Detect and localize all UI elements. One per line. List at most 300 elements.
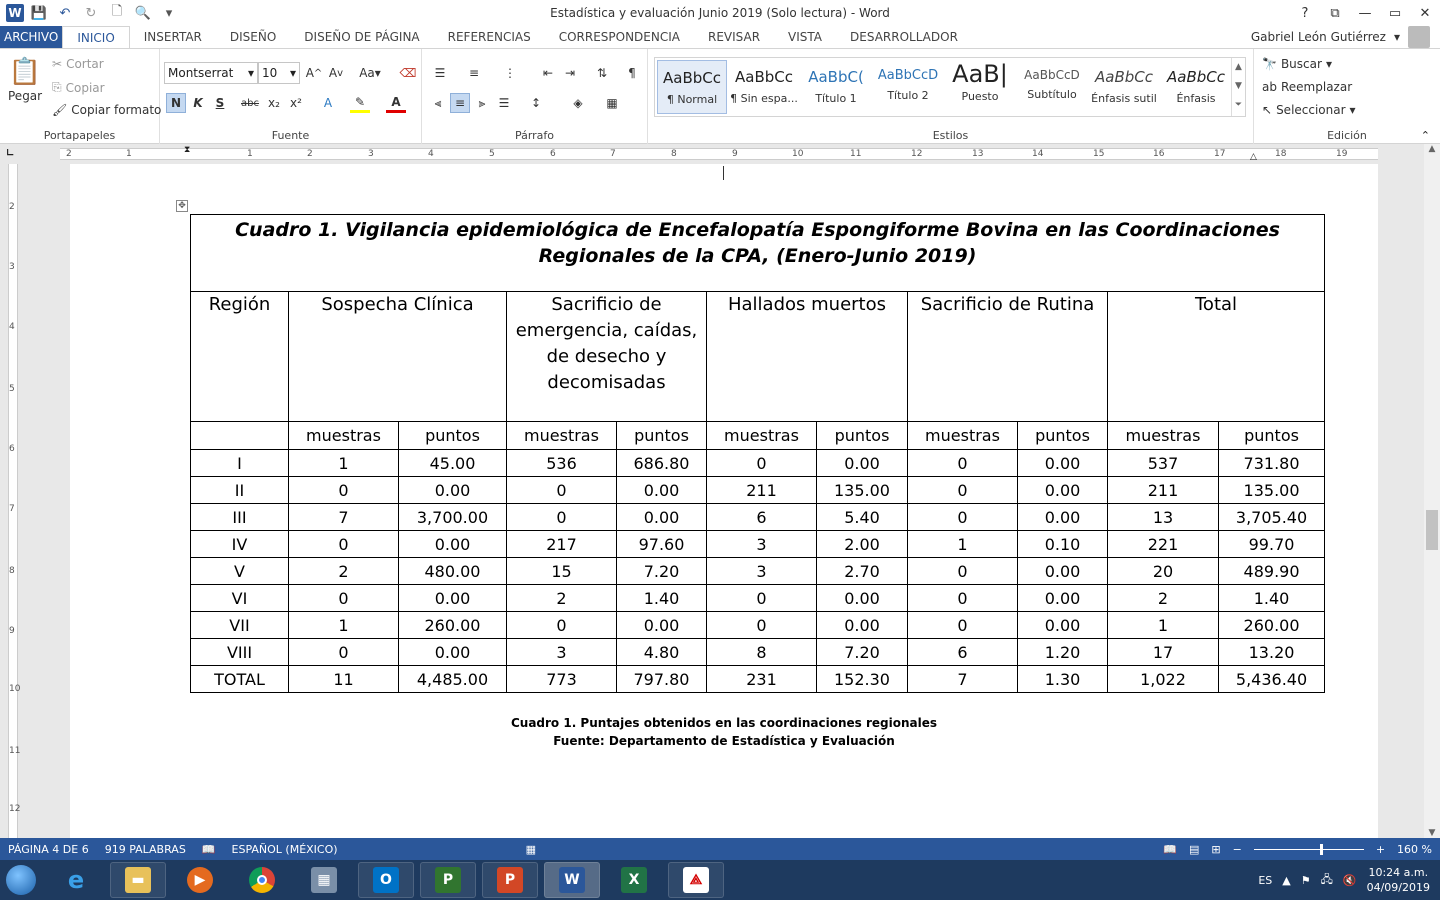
ruler-mark: 9 <box>9 626 15 636</box>
word-app-icon[interactable]: W <box>6 4 24 22</box>
restore-button[interactable]: ▭ <box>1388 5 1402 21</box>
value-cell: 2.70 <box>817 558 908 585</box>
value-cell: 0.00 <box>817 450 908 477</box>
superscript-button[interactable]: x² <box>290 96 302 110</box>
value-cell: 0.00 <box>399 585 507 612</box>
value-cell: 1 <box>1108 612 1219 639</box>
value-cell: 1.30 <box>1018 666 1108 693</box>
text-effects-icon[interactable]: A <box>323 96 333 110</box>
subheader-cell: puntos <box>817 422 908 450</box>
ruler-mark: 3 <box>9 262 15 272</box>
word-icon: W <box>559 867 585 893</box>
tab-insertar[interactable]: INSERTAR <box>143 30 202 44</box>
value-cell: 3 <box>507 639 617 666</box>
brush-icon: 🖌 <box>52 103 68 117</box>
clipboard-icon: 📋 <box>8 57 42 87</box>
highlight-icon[interactable]: ✎ <box>350 93 370 113</box>
show-hidden-icons-icon[interactable]: ▲ <box>1282 873 1291 887</box>
region-cell: VI <box>191 585 289 612</box>
binoculars-icon: 🔭 <box>1262 57 1277 71</box>
document-page[interactable] <box>70 164 1378 838</box>
ruler-mark: 1 <box>126 149 132 159</box>
value-cell: 0.00 <box>1018 558 1108 585</box>
subheader-cell: puntos <box>617 422 707 450</box>
media-player-icon: ▶ <box>187 867 213 893</box>
style-heading-1[interactable]: AaBbC( Título 1 <box>808 68 864 105</box>
acrobat-icon: ⟁ <box>683 867 709 893</box>
grow-font-icon[interactable]: A ^ <box>305 66 323 80</box>
value-cell: 0.00 <box>1018 585 1108 612</box>
powerpoint-app[interactable] <box>482 862 538 898</box>
value-cell: 773 <box>507 666 617 693</box>
undo-icon[interactable]: ↶ <box>59 5 71 21</box>
value-cell: 0.00 <box>817 585 908 612</box>
taskbar <box>0 860 1440 900</box>
value-cell: 0.00 <box>1018 612 1108 639</box>
chevron-down-icon: ▾ <box>289 66 296 80</box>
header-routine-slaughter: Sacrificio de Rutina <box>908 292 1108 422</box>
value-cell: 7.20 <box>617 558 707 585</box>
table-row <box>191 558 1325 585</box>
subheader-cell: muestras <box>707 422 817 450</box>
value-cell: 1,022 <box>1108 666 1219 693</box>
quick-access-toolbar <box>0 3 180 23</box>
table-caption: Cuadro 1. Puntajes obtenidos en las coordinaciones regionales <box>510 716 938 730</box>
multilevel-list-icon[interactable]: ⋮ <box>504 66 516 80</box>
align-right-icon[interactable]: ⫸ <box>478 95 486 110</box>
style-normal[interactable]: AaBbCc ¶ Normal <box>657 60 727 114</box>
ruler-mark: 13 <box>972 149 984 159</box>
clock[interactable] <box>1367 865 1430 895</box>
macro-icon[interactable]: ▦ <box>525 842 536 856</box>
ruler-strip <box>60 145 1378 162</box>
borders-icon[interactable]: ▦ <box>606 96 618 110</box>
value-cell: 231 <box>707 666 817 693</box>
find-button[interactable]: 🔭 Buscar ▾ <box>1262 57 1332 71</box>
value-cell: 2 <box>289 558 399 585</box>
zoom-in-icon[interactable]: + <box>1375 842 1386 856</box>
strikethrough-button[interactable]: abc <box>241 97 259 109</box>
scroll-down-icon[interactable]: ▼ <box>1428 828 1436 838</box>
value-cell: 0 <box>908 450 1018 477</box>
value-cell: 536 <box>507 450 617 477</box>
scissors-icon: ✂ <box>52 57 63 71</box>
calculator-icon: ▦ <box>311 867 337 893</box>
region-cell: VII <box>191 612 289 639</box>
value-cell: 211 <box>1108 477 1219 504</box>
ruler-mark: 6 <box>550 149 556 159</box>
ruler-mark: 12 <box>9 804 21 814</box>
internet-explorer-icon: e <box>67 866 85 894</box>
table-row <box>191 585 1325 612</box>
tab-archivo[interactable]: ARCHIVO <box>0 26 62 48</box>
ruler-mark: 10 <box>9 684 21 694</box>
value-cell: 3,705.40 <box>1219 504 1325 531</box>
region-cell: I <box>191 450 289 477</box>
region-cell: TOTAL <box>191 666 289 693</box>
value-cell: 0.00 <box>1018 504 1108 531</box>
subheader-row <box>191 422 1325 450</box>
value-cell: 7 <box>908 666 1018 693</box>
value-cell: 13.20 <box>1219 639 1325 666</box>
acrobat-app[interactable] <box>668 862 724 898</box>
epidemiology-table[interactable] <box>190 214 1325 693</box>
style-subtitle[interactable]: AaBbCcD Subtítulo <box>1024 68 1080 101</box>
ruler-mark: 8 <box>9 566 15 576</box>
value-cell: 17 <box>1108 639 1219 666</box>
value-cell: 480.00 <box>399 558 507 585</box>
web-layout-icon[interactable]: ⊞ <box>1211 842 1221 856</box>
subscript-button[interactable]: x₂ <box>268 96 280 110</box>
paste-button[interactable]: 📋 Pegar <box>8 57 43 103</box>
value-cell: 2 <box>1108 585 1219 612</box>
window-title: Estadística y evaluación Junio 2019 (Solo lectura) - Word <box>550 6 890 20</box>
project-icon: P <box>435 867 461 893</box>
ruler-mark: 7 <box>610 149 616 159</box>
paragraph-group-label: Párrafo <box>514 129 555 142</box>
vertical-ruler <box>0 164 22 838</box>
ruler-mark: 7 <box>9 504 15 514</box>
change-case-button[interactable]: Aa ▾ <box>359 66 381 80</box>
value-cell: 0 <box>908 504 1018 531</box>
header-total: Total <box>1108 292 1325 422</box>
flag-icon[interactable]: ⚑ <box>1300 873 1311 887</box>
value-cell: 0.00 <box>617 504 707 531</box>
value-cell: 0 <box>908 558 1018 585</box>
value-cell: 152.30 <box>817 666 908 693</box>
value-cell: 0.00 <box>399 531 507 558</box>
value-cell: 1.40 <box>617 585 707 612</box>
value-cell: 1 <box>908 531 1018 558</box>
table-row <box>191 450 1325 477</box>
font-family-select[interactable]: Montserrat ▾ <box>164 62 258 84</box>
table-row <box>191 504 1325 531</box>
ruler-mark: 4 <box>9 322 15 332</box>
italic-button[interactable]: K <box>193 96 203 110</box>
region-cell: VIII <box>191 639 289 666</box>
table-row <box>191 531 1325 558</box>
ruler-mark: 11 <box>9 746 21 756</box>
value-cell: 99.70 <box>1219 531 1325 558</box>
indent-marker-icon[interactable]: ⧗ <box>184 145 191 155</box>
value-cell: 0.00 <box>399 477 507 504</box>
value-cell: 0 <box>289 639 399 666</box>
word-count[interactable]: 919 PALABRAS <box>104 842 186 856</box>
redo-icon[interactable]: ↻ <box>85 5 97 21</box>
collapse-ribbon-icon[interactable]: ⌃ <box>1420 129 1430 142</box>
excel-app[interactable] <box>606 862 662 898</box>
right-indent-marker-icon[interactable]: △ <box>1250 152 1257 162</box>
value-cell: 217 <box>507 531 617 558</box>
ruler-mark: 10 <box>792 149 804 159</box>
ruler-mark: 17 <box>1214 149 1226 159</box>
folder-icon: ▬ <box>125 867 151 893</box>
align-center-icon[interactable]: ≡ <box>450 93 470 113</box>
outlook-icon: O <box>373 867 399 893</box>
start-button[interactable] <box>0 860 42 900</box>
clear-format-icon[interactable]: ⌫ <box>399 66 417 80</box>
value-cell: 797.80 <box>617 666 707 693</box>
windows-logo-icon <box>6 865 36 895</box>
value-cell: 13 <box>1108 504 1219 531</box>
ruler-mark: 11 <box>850 149 862 159</box>
value-cell: 1 <box>289 450 399 477</box>
view-controls <box>1163 838 1432 860</box>
value-cell: 0.00 <box>617 477 707 504</box>
save-icon[interactable]: 💾 <box>30 5 48 21</box>
help-button[interactable]: ? <box>1301 5 1309 21</box>
volume-icon[interactable]: 🔇 <box>1342 873 1357 887</box>
copy-icon: ⎘ <box>52 80 62 94</box>
select-button[interactable]: ↖ Seleccionar ▾ <box>1262 103 1356 117</box>
value-cell: 0.00 <box>1018 477 1108 504</box>
ruler-mark: 5 <box>489 149 495 159</box>
style-title[interactable]: AaB| Puesto <box>952 60 1008 103</box>
tab-vista[interactable]: VISTA <box>788 30 823 44</box>
styles-scroll[interactable]: ▲ ▼ ⏷ <box>1231 58 1245 116</box>
value-cell: 0 <box>707 585 817 612</box>
calculator-app[interactable] <box>296 862 352 898</box>
subheader-cell: puntos <box>1219 422 1325 450</box>
tab-inicio[interactable]: INICIO <box>62 26 129 48</box>
value-cell: 731.80 <box>1219 450 1325 477</box>
clock-date: 04/09/2019 <box>1366 881 1430 894</box>
close-button[interactable]: ✕ <box>1419 5 1431 21</box>
read-mode-icon[interactable]: 📖 <box>1163 842 1177 856</box>
vertical-scrollbar[interactable] <box>1424 144 1440 838</box>
ruler-mark: 15 <box>1093 149 1105 159</box>
shrink-font-icon[interactable]: A v <box>328 66 344 80</box>
clock-time: 10:24 a.m. <box>1368 866 1429 879</box>
value-cell: 6 <box>707 504 817 531</box>
value-cell: 0 <box>908 612 1018 639</box>
chrome-icon <box>249 867 275 893</box>
value-cell: 260.00 <box>1219 612 1325 639</box>
window-controls <box>1290 0 1440 26</box>
header-found-dead: Hallados muertos <box>707 292 908 422</box>
horizontal-ruler <box>0 144 1440 164</box>
value-cell: 0 <box>707 450 817 477</box>
value-cell: 3,700.00 <box>399 504 507 531</box>
ribbon <box>0 48 1440 144</box>
tab-correspondencia[interactable]: CORRESPONDENCIA <box>558 30 680 44</box>
bullets-icon[interactable]: ☰ <box>434 66 446 80</box>
word-app[interactable] <box>544 862 600 898</box>
clipboard-group <box>0 49 160 144</box>
customize-qat-icon[interactable]: ▾ <box>165 5 173 21</box>
value-cell: 15 <box>507 558 617 585</box>
scroll-thumb[interactable] <box>1426 510 1438 550</box>
font-size-select[interactable]: 10 ▾ <box>258 62 300 84</box>
ruler-mark: 19 <box>1336 149 1348 159</box>
powerpoint-icon: P <box>497 867 523 893</box>
replace-icon: ab <box>1262 80 1277 94</box>
editing-group-label: Edición <box>1327 129 1367 142</box>
value-cell: 1 <box>289 612 399 639</box>
value-cell: 5,436.40 <box>1219 666 1325 693</box>
font-group <box>160 49 422 144</box>
zoom-out-icon[interactable]: − <box>1232 842 1242 856</box>
project-app[interactable] <box>420 862 476 898</box>
table-title: Cuadro 1. Vigilancia epidemiológica de Encefalopatía Espongiforme Bovina en las Coordinaciones Regionales de la CPA, (Enero-Junio 2019) <box>191 215 1325 292</box>
value-cell: 0.00 <box>817 612 908 639</box>
value-cell: 1.40 <box>1219 585 1325 612</box>
tab-desarrollador[interactable]: DESARROLLADOR <box>850 30 958 44</box>
outlook-app[interactable] <box>358 862 414 898</box>
value-cell: 686.80 <box>617 450 707 477</box>
style-emphasis[interactable]: AaBbCc Énfasis <box>1167 68 1225 105</box>
scroll-up-icon[interactable]: ▲ <box>1428 144 1436 154</box>
copy-button[interactable]: ⎘ Copiar <box>52 80 105 95</box>
value-cell: 45.00 <box>399 450 507 477</box>
zoom-slider-knob[interactable] <box>1320 844 1323 855</box>
avatar <box>1408 26 1430 48</box>
tab-diseno[interactable]: DISEÑO <box>229 30 277 44</box>
language-indicator[interactable]: ESPAÑOL (MÉXICO) <box>231 842 338 856</box>
header-clinical-suspicion: Sospecha Clínica <box>289 292 507 422</box>
replace-button[interactable]: ab Reemplazar <box>1262 80 1353 94</box>
chevron-down-icon: ▾ <box>1393 30 1400 44</box>
value-cell: 0 <box>908 585 1018 612</box>
media-app[interactable] <box>172 862 228 898</box>
subheader-cell: muestras <box>908 422 1018 450</box>
font-group-label: Fuente <box>271 129 310 142</box>
pilcrow-icon[interactable]: ¶ <box>628 66 636 80</box>
new-document-icon[interactable]: 🗋 <box>111 4 123 19</box>
ruler-mark: 18 <box>1275 149 1287 159</box>
bold-button[interactable]: N <box>166 93 186 113</box>
style-subtle-emphasis[interactable]: AaBbCc Énfasis sutil <box>1091 68 1157 105</box>
justify-icon[interactable]: ☰ <box>498 96 510 110</box>
subheader-cell: muestras <box>507 422 617 450</box>
value-cell: 0 <box>908 477 1018 504</box>
ruler-mark: 1 <box>247 149 253 159</box>
font-color-icon[interactable]: A <box>386 93 406 113</box>
table-row <box>191 666 1325 693</box>
ruler-mark: 16 <box>1153 149 1165 159</box>
subheader-cell: muestras <box>289 422 399 450</box>
subheader-empty <box>191 422 289 450</box>
ruler-mark: 3 <box>368 149 374 159</box>
user-account[interactable] <box>1251 26 1430 48</box>
status-bar <box>0 838 1440 860</box>
value-cell: 0 <box>289 477 399 504</box>
table-body <box>191 450 1325 693</box>
value-cell: 211 <box>707 477 817 504</box>
ruler-mark: 2 <box>9 202 15 212</box>
region-cell: IV <box>191 531 289 558</box>
print-preview-icon[interactable]: 🔍 <box>134 5 152 21</box>
value-cell: 135.00 <box>817 477 908 504</box>
ruler-mark: 12 <box>911 149 923 159</box>
align-left-icon[interactable]: ⫷ <box>434 95 442 110</box>
zoom-level[interactable]: 160 % <box>1397 842 1432 856</box>
tab-revisar[interactable]: REVISAR <box>707 30 761 44</box>
ribbon-display-icon[interactable]: ⧉ <box>1330 5 1340 21</box>
value-cell: 0 <box>707 612 817 639</box>
value-cell: 5.40 <box>817 504 908 531</box>
value-cell: 0 <box>507 477 617 504</box>
sort-icon[interactable]: ⇅ <box>596 66 608 80</box>
tab-selector-icon[interactable]: ∟ <box>6 148 15 159</box>
region-cell: III <box>191 504 289 531</box>
subheader-cell: puntos <box>399 422 507 450</box>
value-cell: 4.80 <box>617 639 707 666</box>
ruler-mark: 4 <box>428 149 434 159</box>
chevron-down-icon: ▾ <box>247 66 254 80</box>
value-cell: 20 <box>1108 558 1219 585</box>
decrease-indent-icon[interactable]: ⇤ <box>542 66 554 80</box>
cut-button[interactable]: ✂ Cortar <box>52 57 104 71</box>
increase-indent-icon[interactable]: ⇥ <box>564 66 576 80</box>
value-cell: 0.00 <box>617 612 707 639</box>
value-cell: 1.20 <box>1018 639 1108 666</box>
value-cell: 11 <box>289 666 399 693</box>
ie-app[interactable] <box>48 862 104 898</box>
shading-icon[interactable]: ◈ <box>573 96 583 110</box>
underline-button[interactable]: S <box>215 96 225 110</box>
excel-icon: X <box>621 867 647 893</box>
styles-group-label: Estilos <box>932 129 969 142</box>
network-icon[interactable]: 🖧 <box>1320 872 1333 886</box>
tab-diseno-pagina[interactable]: DISEÑO DE PÁGINA <box>304 30 420 44</box>
region-cell: II <box>191 477 289 504</box>
value-cell: 135.00 <box>1219 477 1325 504</box>
value-cell: 8 <box>707 639 817 666</box>
format-painter-button[interactable]: 🖌 Copiar formato <box>52 103 162 117</box>
ruler-mark: 8 <box>671 149 677 159</box>
subheader-cell: puntos <box>1018 422 1108 450</box>
paragraph-group <box>422 49 648 144</box>
value-cell: 4,485.00 <box>399 666 507 693</box>
zoom-slider[interactable] <box>1254 849 1364 850</box>
style-heading-2[interactable]: AaBbCcD Título 2 <box>877 68 939 102</box>
value-cell: 0 <box>507 504 617 531</box>
line-spacing-icon[interactable]: ↕ <box>530 96 542 110</box>
style-no-spacing[interactable]: AaBbCc ¶ Sin espa... <box>730 68 798 105</box>
proofing-icon[interactable]: 📖 <box>201 842 216 856</box>
ruler-mark: 5 <box>9 384 15 394</box>
value-cell: 537 <box>1108 450 1219 477</box>
input-language[interactable]: ES <box>1258 873 1273 887</box>
table-move-handle-icon[interactable]: ✥ <box>176 200 188 212</box>
tab-referencias[interactable]: REFERENCIAS <box>447 30 531 44</box>
ruler-mark: 2 <box>307 149 313 159</box>
numbering-icon[interactable]: ≡ <box>468 66 480 80</box>
ribbon-tabs <box>0 26 1440 48</box>
print-layout-icon[interactable]: ▤ <box>1188 842 1200 856</box>
value-cell: 489.90 <box>1219 558 1325 585</box>
editing-group <box>1254 49 1440 144</box>
chrome-app[interactable] <box>234 862 290 898</box>
user-name: Gabriel León Gutiérrez <box>1250 30 1386 44</box>
system-tray <box>1258 860 1430 900</box>
ruler-mark: 6 <box>9 444 15 454</box>
minimize-button[interactable]: — <box>1358 5 1372 21</box>
title-bar <box>0 0 1440 26</box>
value-cell: 0 <box>507 612 617 639</box>
region-cell: V <box>191 558 289 585</box>
value-cell: 221 <box>1108 531 1219 558</box>
value-cell: 0.00 <box>399 639 507 666</box>
page-count[interactable]: PÁGINA 4 DE 6 <box>8 842 89 856</box>
value-cell: 0 <box>289 585 399 612</box>
value-cell: 7 <box>289 504 399 531</box>
clipboard-group-label: Portapapeles <box>43 129 116 142</box>
cursor-icon: ↖ <box>1262 103 1273 117</box>
explorer-app[interactable] <box>110 862 166 898</box>
table-row <box>191 639 1325 666</box>
